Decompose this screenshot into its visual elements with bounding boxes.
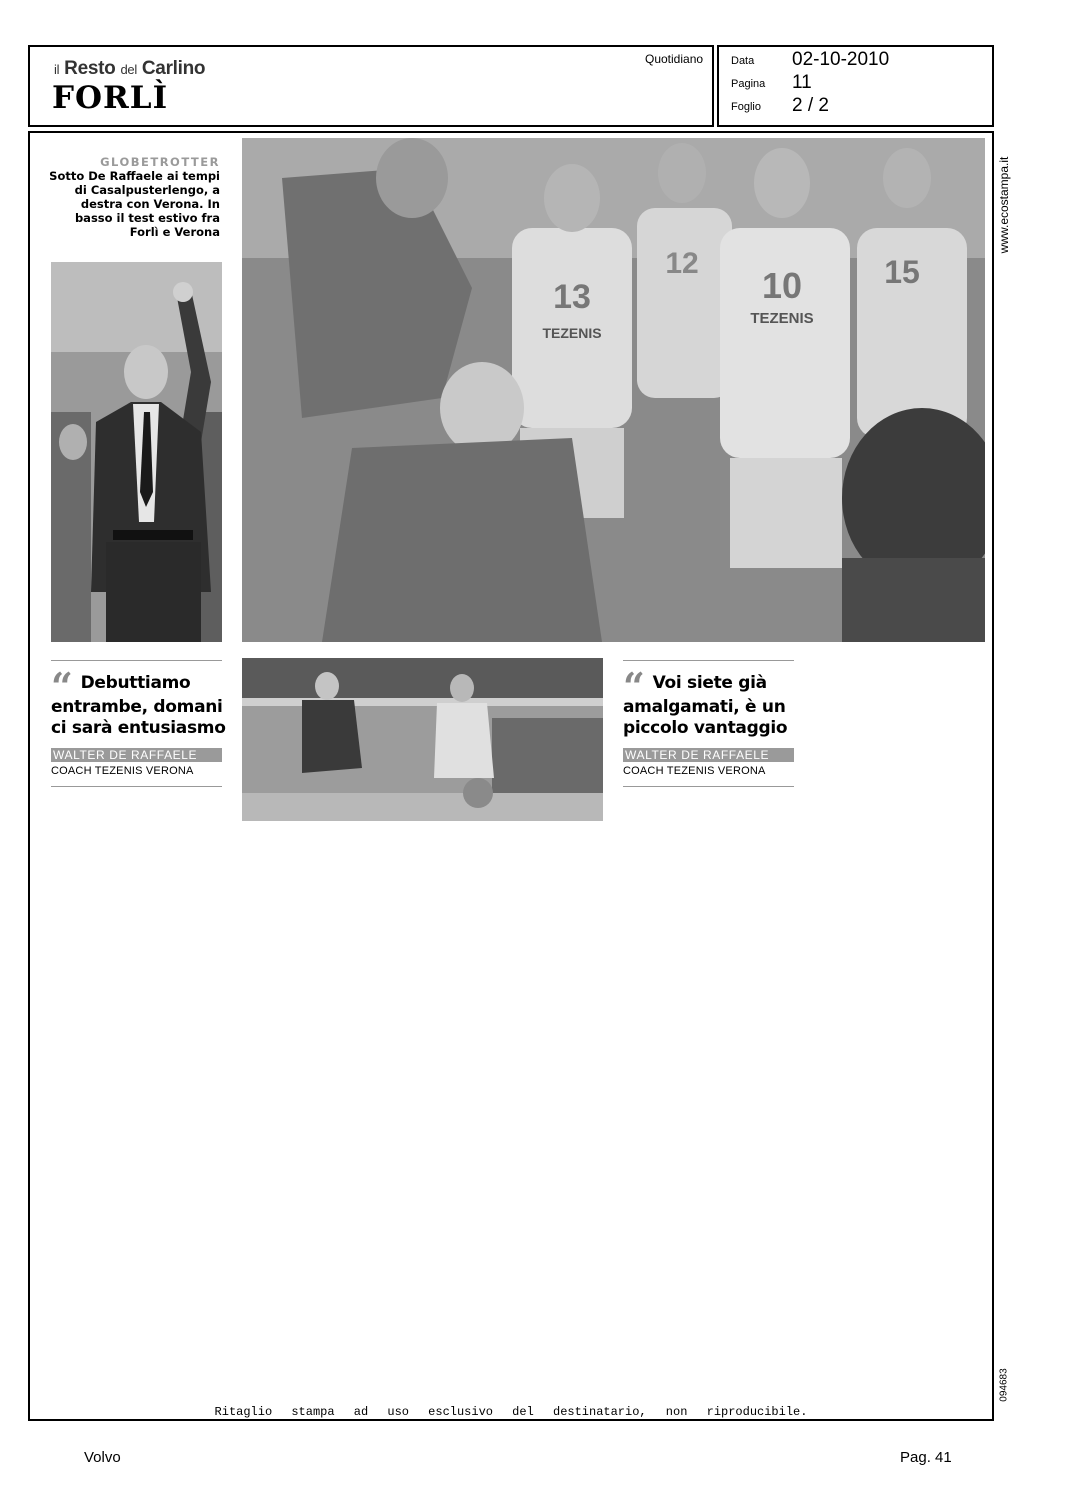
quote-2-text: Voi siete già amalgamati, è un piccolo vantaggio <box>623 673 788 738</box>
foglio-label: Foglio <box>731 101 761 113</box>
pagina-label: Pagina <box>731 78 766 90</box>
quote-mark-icon: “ <box>51 664 73 709</box>
quote-2-top-rule <box>623 660 794 661</box>
coach-photo <box>51 262 222 642</box>
foglio-value: 2 / 2 <box>792 95 829 116</box>
jersey-sponsor-10: TEZENIS <box>750 310 814 327</box>
caption-kicker: GLOBETROTTER <box>100 155 220 169</box>
newspaper-logo: il Resto del Carlino <box>54 58 206 79</box>
quote-2 <box>623 664 798 739</box>
pagina-value: 11 <box>792 72 812 93</box>
footer-page-number: Pag. 41 <box>900 1449 952 1466</box>
quote-1 <box>51 664 231 739</box>
jersey-number-15: 15 <box>884 254 920 290</box>
quote-2-author: WALTER DE RAFFAELE <box>623 748 794 762</box>
edition-city: FORLÌ <box>52 80 169 116</box>
quote-1-author: WALTER DE RAFFAELE <box>51 748 222 762</box>
data-value: 02-10-2010 <box>792 49 890 70</box>
side-url: www.ecostampa.it <box>997 156 1011 254</box>
jersey-number-12: 12 <box>665 247 699 280</box>
quote-1-role: COACH TEZENIS VERONA <box>51 765 194 777</box>
game-action-photo <box>242 658 603 821</box>
jersey-number-10: 10 <box>761 265 803 306</box>
jersey-number-13: 13 <box>553 278 591 316</box>
quote-2-role: COACH TEZENIS VERONA <box>623 765 766 777</box>
quote-1-top-rule <box>51 660 222 661</box>
photo-caption <box>48 155 220 239</box>
team-huddle-photo <box>242 138 985 642</box>
side-code: 094683 <box>998 1368 1010 1402</box>
data-label: Data <box>731 55 755 67</box>
quote-2-bottom-rule <box>623 786 794 787</box>
jersey-sponsor-13: TEZENIS <box>542 325 602 341</box>
disclaimer: Ritaglio stampa ad uso esclusivo del destinatario, non riproducibile. <box>214 1405 808 1419</box>
quote-1-text: Debuttiamo entrambe, domani ci sarà entusiasmo <box>51 673 226 738</box>
quote-mark-icon: “ <box>623 664 645 709</box>
publication-type: Quotidiano <box>645 52 704 66</box>
footer-client: Volvo <box>84 1449 121 1466</box>
caption-text: Sotto De Raffaele ai tempi di Casalpusterlengo, a destra con Verona. In basso il test estivo fra Forlì e Verona <box>49 169 220 239</box>
quote-1-bottom-rule <box>51 786 222 787</box>
